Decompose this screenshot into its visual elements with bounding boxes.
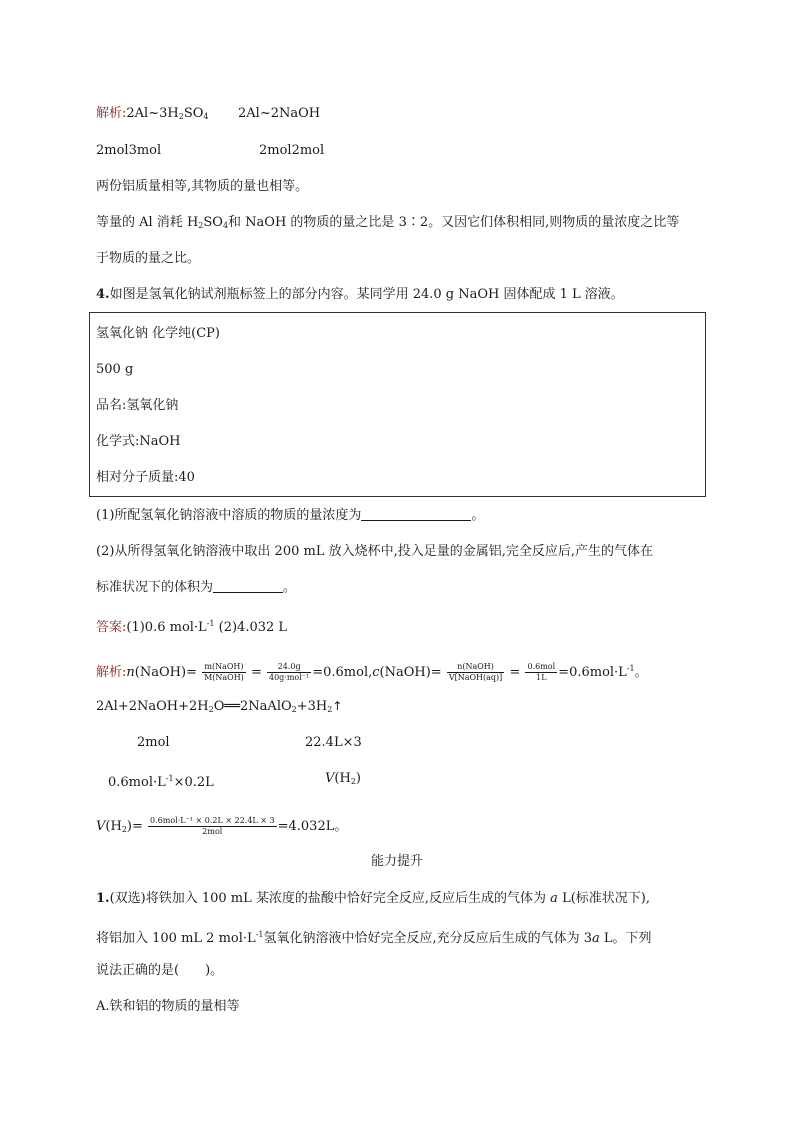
q4-stem: 4.如图是氢氧化钠试剂瓶标签上的部分内容。某同学用 24.0 g NaOH 固体配成 1 L 溶液。 (96, 287, 624, 302)
answer-line: 答案:(1)0.6 $mol\cdot L^{-1}$ (2)4.032 L (96, 619, 288, 635)
q1-line1: 1.(双选)将铁加入 100 mL 某浓度的盐酸中恰好完全反应,反应后生成的气体为 a L(标准状况下), (96, 891, 650, 906)
label-line: 品名:氢氧化钠 (96, 398, 179, 413)
label-line: 化学式:NaOH (96, 434, 181, 449)
fraction: $\frac{24.0g}{\text{40g·mol⁻¹}}$ (269, 662, 310, 682)
ratio-row-1: 2mol 22.4L×3 (137, 735, 362, 750)
jiexi1-line4: 等量的 Al 消耗 $H_2SO_4$和 NaOH 的物质的量之比是 3∶2。又因它们体积相同,则物质的量浓度之比等 (96, 215, 680, 230)
label-line: 500 g (96, 362, 134, 377)
fraction: $\frac{\text{n(NaOH)}}{\text{V[NaOH(aq)]}}$ (448, 662, 503, 682)
q4-sub2-line1: (2)从所得氢氧化钠溶液中取出 200 mL 放入烧杯中,投入足量的金属铝,完全反应后,产生的气体在 (96, 544, 653, 559)
jiexi2-label: 解析: (96, 665, 127, 680)
q1-number: 1. (96, 891, 110, 906)
ratio-row-2: $0.6mol\cdot L^{-1}\times 0.2L$ $V(H_2)$ (108, 771, 361, 790)
fraction: $\frac{\text{0.6mol}}{1L}$ (527, 662, 556, 682)
answer-blank-1[interactable] (361, 507, 471, 521)
jiexi1-line5: 于物质的量之比。 (96, 251, 201, 266)
section-title: 能力提升 (370, 854, 423, 869)
gas-arrow-icon: ↑ (332, 699, 343, 713)
jiexi1-eq2: 2Al~2NaOH (238, 106, 321, 121)
label-line: 相对分子质量:40 (96, 470, 195, 485)
reaction-equation: $2Al+2NaOH+2H_2O══2NaAlO_2+3H_2↑$ (96, 699, 343, 714)
jiexi1-line3: 两份铝质量相等,其物质的量也相等。 (96, 179, 309, 194)
volume-result-line: $V(H_2)=$ $\frac{\text{0.6mol·L⁻¹ × 0.2L × 22.4L × 3}}{\text{2mol}}$ =4.032L。 (96, 816, 348, 836)
jiexi1-label: 解析: (96, 106, 127, 121)
answer-blank-2[interactable] (213, 579, 283, 593)
q4-sub2-line2: 标准状况下的体积为 。 (96, 580, 297, 595)
q4-sub1: (1)所配氢氧化钠溶液中溶质的物质的量浓度为 。 (96, 508, 485, 523)
q1-option-a[interactable]: A.铁和铝的物质的量相等 (96, 999, 240, 1014)
answer-label: 答案: (96, 620, 127, 635)
q1-line3: 说法正确的是( )。 (96, 963, 224, 978)
q4-number: 4. (96, 287, 110, 302)
label-line: 氢氧化钠 化学纯(CP) (96, 326, 220, 341)
q1-line2: 将铝加入 100 mL 2 $mol\cdot L^{-1}$氢氧化钠溶液中恰好完全反应,充分反应后生成的气体为 3a L。下列 (96, 930, 652, 946)
jiexi1-mol-line: 2mol3mol 2mol2mol (96, 143, 325, 158)
fraction: $\frac{\text{0.6mol·L⁻¹ × 0.2L × 22.4L × 3}}{\text{2mol}}$ (150, 816, 275, 836)
reagent-label-box (89, 312, 706, 497)
fraction: $\frac{\text{m(NaOH)}}{\text{M(NaOH)}}$ (204, 662, 244, 682)
jiexi1-line1: 解析$:2Al\sim 3H_2SO_4$ 2Al~2NaOH (96, 106, 321, 121)
jiexi2-formula-line: 解析:n(NaOH)= $\frac{\text{m(NaOH)}}{\text{M(NaOH)}}$ = $\frac{24.0g}{\text{40g·mol⁻¹}}$ =0.6mol,c(NaOH)= $\frac{\text{n(NaOH)}}{\text{V[NaOH(aq)]}}$ = $\frac{\text{0.6mol}}{1L}$ $=0.6mol\cdot L^{-1}$。 (96, 662, 648, 682)
